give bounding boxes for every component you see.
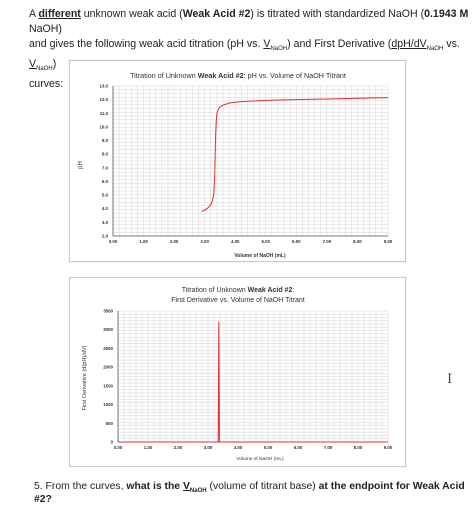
- intro-text: ): [52, 58, 57, 71]
- question-bold: what is the: [126, 481, 183, 492]
- x-tick-label: 1.00: [139, 239, 148, 244]
- question-v-naoh: $V_{NaOH}$: [182, 481, 207, 495]
- x-tick-label: 1.00: [143, 445, 153, 450]
- intro-text: unknown weak acid (: [80, 8, 183, 20]
- derivative-chart-title-line2: First Derivative vs. Volume of NaOH Titrant: [171, 297, 305, 304]
- question-bold-end: at the endpoint for Weak Acid #2?: [34, 481, 465, 506]
- question-text: 5. From the curves,: [34, 481, 127, 492]
- ph-chart: [70, 61, 405, 261]
- data-point: [212, 201, 213, 202]
- y-tick-label: 3500: [103, 308, 113, 314]
- y-tick-label: 13.0: [99, 83, 108, 89]
- intro-acid-name: Weak Acid #2: [182, 8, 251, 20]
- data-point: [218, 109, 219, 110]
- data-point: [215, 133, 216, 134]
- data-point: [327, 99, 328, 100]
- intro-different: different: [38, 8, 81, 20]
- x-tick-label: 5.00: [263, 445, 273, 450]
- data-point: [218, 442, 219, 443]
- ph-chart-card: [69, 60, 406, 262]
- intro-text: ) is titrated with standardized NaOH (: [250, 8, 425, 20]
- text-cursor-icon: I: [447, 372, 453, 387]
- y-tick-label: 12.0: [99, 97, 108, 103]
- data-point: [357, 98, 358, 99]
- data-point: [217, 113, 218, 114]
- ph-chart-title: Titration of Unknown Weak Acid #2: pH vs. Volume of NaOH Titrant: [130, 71, 346, 80]
- data-point: [388, 442, 389, 443]
- data-point: [216, 120, 217, 121]
- data-point: [208, 442, 209, 443]
- intro-text: NaOH): [29, 23, 62, 35]
- data-point: [207, 208, 208, 209]
- intro-concentration: 0.1943 M: [424, 8, 469, 20]
- data-point: [214, 174, 215, 175]
- data-point: [388, 97, 389, 98]
- data-point: [201, 211, 202, 212]
- data-point: [265, 100, 266, 101]
- x-tick-label: 8.00: [353, 445, 363, 450]
- y-tick-label: 2500: [103, 345, 113, 351]
- y-tick-label: 0: [110, 439, 113, 445]
- series-line-0: [202, 98, 388, 212]
- intro-v-naoh: $V_{NaOH}$: [263, 38, 288, 53]
- y-tick-label: 6.0: [101, 178, 108, 184]
- y-tick-label: 11.0: [99, 110, 108, 116]
- derivative-chart-ylabel: First Derivative (d(pH)/dV): [82, 345, 88, 411]
- question-text: (volume of titrant base): [206, 481, 319, 492]
- data-point: [223, 105, 224, 106]
- x-tick-label: 0.00: [108, 239, 118, 244]
- intro-curves-label: curves:: [29, 78, 64, 91]
- x-tick-label: 2.00: [169, 239, 179, 244]
- intro-text: vs.: [443, 38, 460, 50]
- y-tick-label: 8.0: [101, 151, 108, 157]
- x-tick-label: 6.00: [293, 445, 303, 450]
- intro-text: ) and First Derivative (: [287, 38, 392, 50]
- y-tick-label: 9.0: [101, 138, 108, 144]
- x-tick-label: 7.00: [322, 239, 332, 244]
- y-tick-label: 3.0: [101, 219, 108, 225]
- y-tick-label: 1500: [103, 383, 113, 389]
- x-tick-label: 9.00: [383, 239, 393, 244]
- data-point: [296, 99, 297, 100]
- derivative-chart-xlabel: Volume of NaOH (mL): [236, 457, 284, 462]
- y-tick-label: 500: [105, 420, 113, 426]
- x-tick-label: 4.00: [230, 239, 240, 244]
- x-tick-label: 2.00: [173, 445, 183, 450]
- data-point: [219, 442, 220, 443]
- data-point: [229, 103, 230, 104]
- x-tick-label: 9.00: [383, 445, 393, 450]
- x-tick-label: 0.00: [113, 445, 123, 450]
- data-point: [218, 322, 219, 323]
- data-point: [118, 442, 119, 443]
- y-tick-label: 2000: [103, 364, 113, 370]
- series-line-0: [118, 322, 388, 442]
- data-point: [204, 210, 205, 211]
- data-point: [229, 442, 230, 443]
- x-tick-label: 3.00: [203, 445, 213, 450]
- intro-text: and gives the following weak acid titration (pH vs.: [29, 38, 264, 50]
- derivative-chart-title-line1: Titration of Unknown Weak Acid #2:: [181, 287, 295, 294]
- ph-chart-xlabel: Volume of NaOH (mL): [234, 253, 286, 259]
- data-point: [210, 204, 211, 205]
- y-tick-label: 3000: [103, 327, 113, 333]
- data-point: [213, 193, 214, 194]
- derivative-chart-card: [69, 277, 406, 467]
- y-tick-label: 5.0: [101, 192, 108, 198]
- intro-v-naoh-2: $V_{NaOH}$: [29, 58, 53, 73]
- x-tick-label: 7.00: [323, 445, 333, 450]
- data-point: [241, 101, 242, 102]
- y-tick-label: 2.0: [101, 233, 108, 239]
- intro-dpdv: dpH/$dV_{NaOH}$: [391, 38, 444, 53]
- y-tick-label: 7.0: [101, 165, 108, 171]
- y-tick-label: 1000: [103, 402, 113, 408]
- y-tick-label: 4.0: [101, 206, 108, 212]
- derivative-chart: [70, 278, 405, 466]
- x-tick-label: 3.00: [200, 239, 209, 244]
- y-tick-label: 10.0: [99, 124, 108, 130]
- data-point: [220, 107, 221, 108]
- intro-text: A: [29, 8, 39, 20]
- ph-chart-ylabel: pH: [78, 161, 84, 169]
- x-tick-label: 5.00: [261, 239, 271, 244]
- x-tick-label: 6.00: [292, 239, 301, 244]
- x-tick-label: 8.00: [353, 239, 362, 244]
- x-tick-label: 4.00: [233, 445, 243, 450]
- question-5: [34, 481, 474, 505]
